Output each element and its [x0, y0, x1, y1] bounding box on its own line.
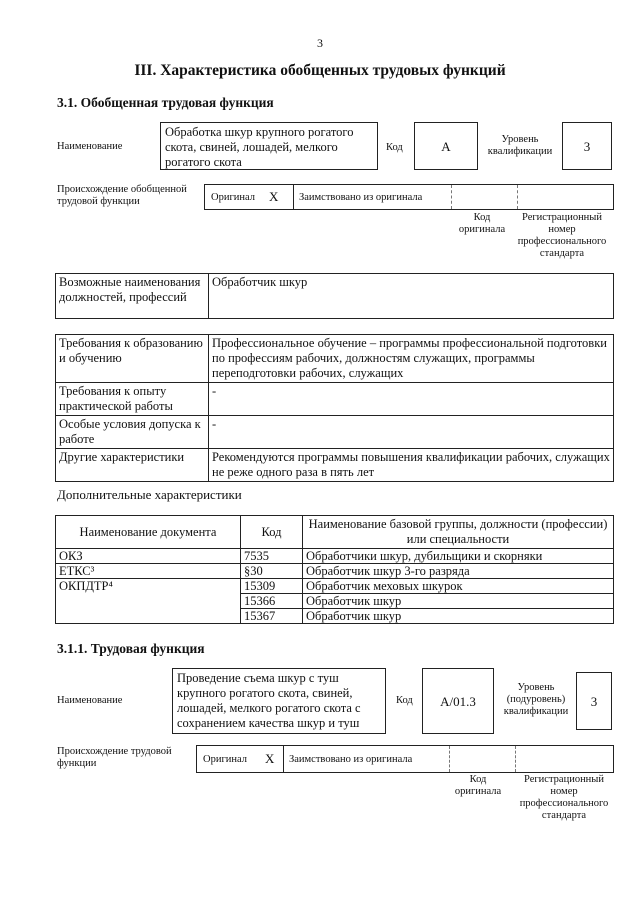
row-name: Обработчик меховых шкурок — [303, 579, 614, 594]
positions-table — [55, 273, 614, 319]
gtf-code-value: А — [441, 139, 451, 154]
tf-level-label: Уровень (подуровень) квалификации — [503, 682, 569, 717]
tf-code-label: Код — [396, 695, 413, 706]
tf-origin-dash-1 — [449, 746, 450, 772]
tf-borrowed-label: Заимствовано из оригинала — [289, 754, 413, 765]
row-name: Обработчик шкур — [303, 609, 614, 624]
gtf-name-box — [160, 122, 378, 170]
row-code: §30 — [241, 564, 303, 579]
tf-origin-dash-2 — [515, 746, 516, 772]
level-label: Уровень квалификации — [487, 134, 553, 157]
requirements-table — [55, 334, 614, 482]
tf-level-box — [576, 672, 612, 730]
row-name: Обработчики шкур, дубильщики и скорняки — [303, 549, 614, 564]
original-mark: X — [269, 189, 279, 204]
tf-name-label: Наименование — [57, 695, 123, 706]
req-experience-value: - — [209, 383, 614, 416]
req-admission-value: - — [209, 416, 614, 449]
req-other-value: Рекомендуются программы повышения квалификации рабочих, служащих не реже одного раза в пять лет — [209, 449, 614, 482]
gtf-code-box — [414, 122, 478, 170]
row-code: 15367 — [241, 609, 303, 624]
row-doc: ОКЗ — [56, 549, 241, 564]
origin-dash-1 — [451, 185, 452, 209]
row-doc: ЕТКС³ — [56, 564, 241, 579]
row-doc: ОКПДТР⁴ — [56, 579, 241, 624]
tf-original-mark: X — [265, 751, 275, 766]
tf-reg-number-caption: Регистрационный номер профессионального стандарта — [519, 774, 609, 821]
col-code-header: Код — [241, 516, 303, 549]
req-experience-label: Требования к опыту практической работы — [56, 383, 209, 416]
gtf-level-value: 3 — [583, 139, 591, 154]
req-education-label: Требования к образованию и обучению — [56, 335, 209, 383]
col-name-header: Наименование базовой группы, должности (профессии) или специальности — [303, 516, 614, 549]
origin-dash-2 — [517, 185, 518, 209]
req-other-label: Другие характеристики — [56, 449, 209, 482]
reg-number-caption: Регистрационный номер профессионального стандарта — [517, 212, 607, 259]
section-3-1-heading: 3.1. Обобщенная трудовая функция — [57, 95, 274, 110]
section-3-1-1-heading: 3.1.1. Трудовая функция — [57, 641, 205, 656]
code-label: Код — [386, 142, 403, 153]
req-education-value: Профессиональное обучение – программы профессиональной подготовки по профессиям рабочих, должностям служащих, программы переподготовки рабочих, служащих — [209, 335, 614, 383]
code-origin-caption: Код оригинала — [458, 212, 506, 235]
tf-origin-box — [196, 745, 614, 773]
additional-table — [55, 515, 614, 624]
main-title: III. Характеристика обобщенных трудовых функций — [134, 62, 506, 79]
tf-original-label: Оригинал — [203, 754, 247, 765]
positions-value: Обработчик шкур — [209, 274, 614, 319]
origin-box — [204, 184, 614, 210]
origin-divider — [293, 185, 294, 209]
tf-code-origin-caption: Код оригинала — [454, 774, 502, 797]
gtf-level-box — [562, 122, 612, 170]
row-name: Обработчик шкур — [303, 594, 614, 609]
tf-level-value: 3 — [590, 694, 598, 709]
positions-label: Возможные наименования должностей, профессий — [56, 274, 209, 319]
row-name: Обработчик шкур 3-го разряда — [303, 564, 614, 579]
row-code: 7535 — [241, 549, 303, 564]
gtf-name-value: Обработка шкур крупного рогатого скота, свиней, лошадей, мелкого рогатого скота — [165, 125, 354, 169]
tf-code-value: А/01.3 — [440, 694, 476, 709]
row-code: 15309 — [241, 579, 303, 594]
req-admission-label: Особые условия допуска к работе — [56, 416, 209, 449]
tf-name-box — [172, 668, 386, 734]
tf-name-value: Проведение съема шкур с туш крупного рогатого скота, свиней, лошадей, мелкого рогатого скота с сохранением качества шкур и туш — [177, 671, 361, 730]
tf-code-box — [422, 668, 494, 734]
tf-origin-divider — [283, 746, 284, 772]
origin-label: Происхождение обобщенной трудовой функции — [57, 184, 187, 207]
original-label: Оригинал — [211, 192, 255, 203]
row-code: 15366 — [241, 594, 303, 609]
col-doc-header: Наименование документа — [56, 516, 241, 549]
tf-origin-label: Происхождение трудовой функции — [57, 746, 172, 769]
additional-heading: Дополнительные характеристики — [57, 487, 242, 502]
page-number: 3 — [317, 36, 323, 50]
name-label: Наименование — [57, 141, 123, 152]
borrowed-label: Заимствовано из оригинала — [299, 192, 423, 203]
